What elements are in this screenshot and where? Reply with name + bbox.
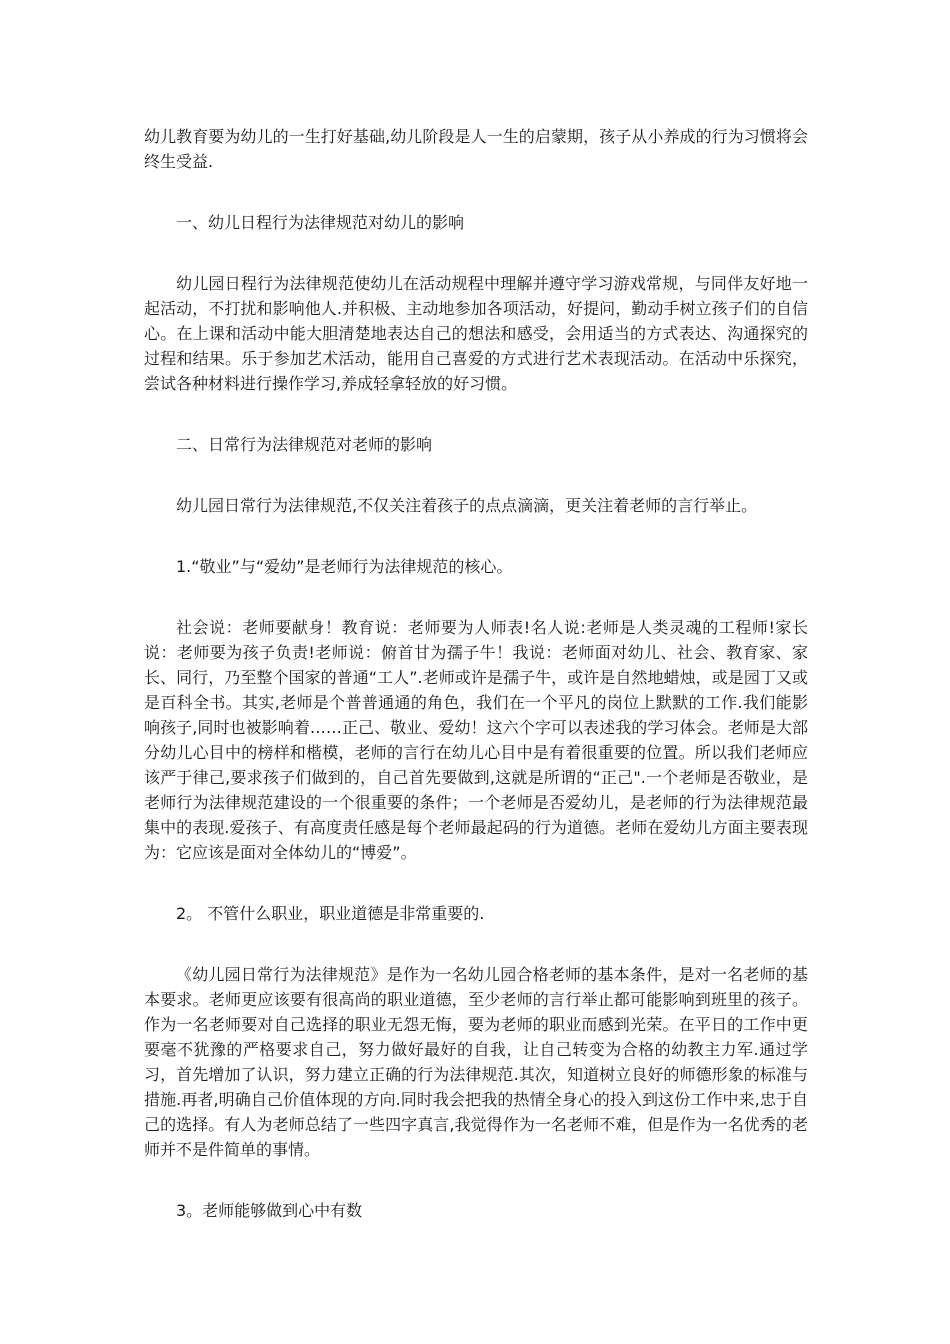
- document-body: [144, 124, 808, 1223]
- body-paragraph: 《幼儿园日常行为法律规范》是作为一名幼儿园合格老师的基本条件，是对一名老师的基本要求。老师更应该要有很高尚的职业道德，至少老师的言行举止都可能影响到班里的孩子。作为一名老师要对自己选择的职业无怨无悔，要为老师的职业而感到光荣。在平日的工作中更要毫不犹豫的严格要求自己，努力做好最好的自我，让自己转变为合格的幼教主力军.通过学习，首先增加了认识，努力建立正确的行为法律规范.其次，知道树立良好的师德形象的标准与措施.再者,明确自己价值体现的方向.同时我会把我的热情全身心的投入到这份工作中来,忠于自己的选择。有人为老师总结了一些四字真言,我觉得作为一名老师不难，但是作为一名优秀的老师并不是件简单的事情。: [144, 965, 808, 1159]
- body-paragraph: 幼儿园日程行为法律规范使幼儿在活动规程中理解并遵守学习游戏常规，与同伴友好地一起活动，不打扰和影响他人.并积极、主动地参加各项活动，好提问，勤动手树立孩子们的自信心。在上课和活动中能大胆清楚地表达自己的想法和感受，会用适当的方式表达、沟通探究的过程和结果。乐于参加艺术活动，能用自己喜爱的方式进行艺术表现活动。在活动中乐探究，尝试各种材料进行操作学习,养成轻拿轻放的好习惯。: [144, 274, 808, 393]
- body-paragraph: 社会说：老师要献身！教育说：老师要为人师表!名人说:老师是人类灵魂的工程师!家长说：老师要为孩子负责!老师说：俯首甘为孺子牛！我说：老师面对幼儿、社会、教育家、家长、同行，乃至整个国家的普通“工人”.老师或许是孺子牛，或许是自然地蜡烛，或是园丁又或是百科全书。其实,老师是个普普通通的角色，我们在一个平凡的岗位上默默的工作.我们能影响孩子,同时也被影响着……正己、敬业、爱幼！这六个字可以表述我的学习体会。老师是大部分幼儿心目中的榜样和楷模，老师的言行在幼儿心目中是有着很重要的位置。所以我们老师应该严于律己,要求孩子们做到的，自己首先要做到,这就是所谓的“正己".一个老师是否敬业，是老师行为法律规范建设的一个很重要的条件；一个老师是否爱幼儿，是老师的行为法律规范最集中的表现.爱孩子、有高度责任感是每个老师最起码的行为道德。老师在爱幼儿方面主要表现为：它应该是面对全体幼儿的“博爱”。: [144, 618, 808, 862]
- subsection-heading-2: 2。 不管什么职业，职业道德是非常重要的.: [176, 904, 485, 923]
- subsection-heading-1: 1.“敬业”与“爱幼”是老师行为法律规范的核心。: [176, 557, 513, 576]
- intro-paragraph: 幼儿教育要为幼儿的一生打好基础,幼儿阶段是人一生的启蒙期，孩子从小养成的行为习惯将会终生受益.: [144, 127, 808, 171]
- body-paragraph: 幼儿园日常行为法律规范,不仅关注着孩子的点点滴滴，更关注着老师的言行举止。: [176, 496, 758, 515]
- subsection-heading-3: 3。老师能够做到心中有数: [176, 1201, 363, 1220]
- section-heading-1: 一、幼儿日程行为法律规范对幼儿的影响: [176, 213, 465, 232]
- section-heading-2: 二、日常行为法律规范对老师的影响: [176, 435, 433, 454]
